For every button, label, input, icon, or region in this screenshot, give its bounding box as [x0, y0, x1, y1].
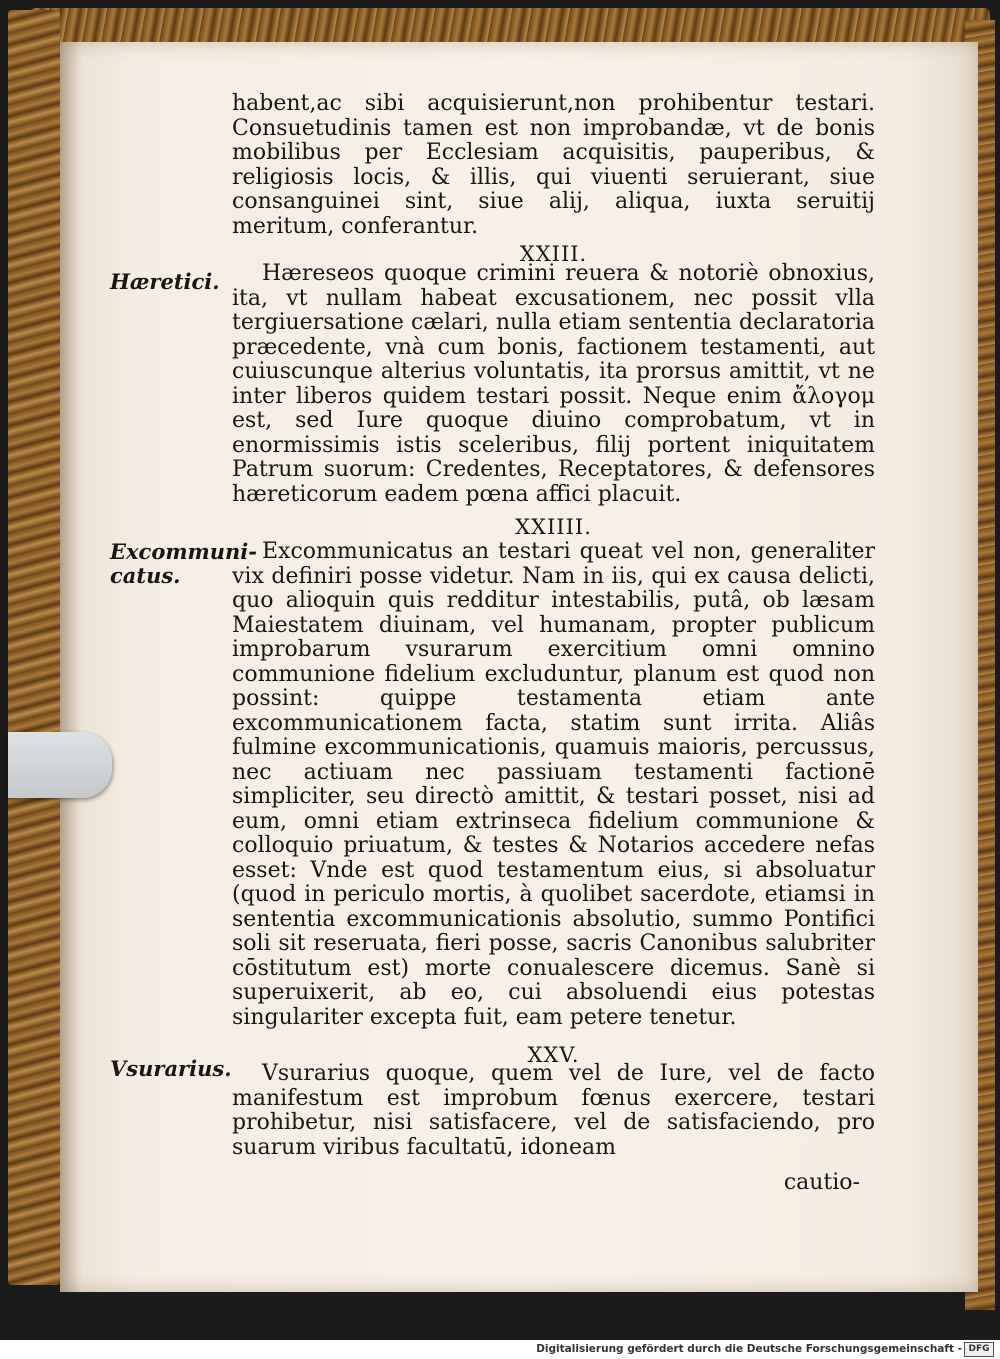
margin-note-vsurarius: Vsurarius.: [110, 1056, 232, 1081]
paragraph-vsurarius: Vsurarius quoque, quem vel de Iure, vel de facto manifestum est improbum fœnus exercere, testari prohibetur, nisi satisfacere, vel de satisfaciendo, pro suarum viribus facultatū, idoneam: [232, 1061, 875, 1160]
section-heading-xxv: XXV.: [527, 1043, 580, 1067]
margin-note-excommunicatus-line-2: catus.: [110, 563, 181, 588]
section-heading-xxiiii: XXIIII.: [515, 515, 592, 539]
paragraph-haeretici: Hæreseos quoque crimini reuera & notoriè obnoxius, ita, vt nullam habeat excusationem, nec possit vlla tergiuersatione cælari, nulla etiam sententia declaratoria præcedente, vnà cum bonis, factionem testamenti, aut cuiuscunque alterius voluntatis, ita prorsus amittit, vt ne inter liberos quidem testari possit. Neque enim ἄλογομ est, sed Iure quoque diuino comprobatum, vt in enormissimis istis sceleribus, filij portent iniquitatem Patrum suorum: Credentes, Receptatores, & defensores hæreticorum eadem pœna affici placuit.: [232, 261, 875, 507]
bookmark-paper-strip: [8, 732, 112, 798]
paragraph-excommunicatus: Excommunicatus an testari queat vel non, generaliter vix definiri posse videtur. Nam in iis, qui ex causa delicti, quo alioquin quis redditur intestabilis, putâ, ob læsam Maiestatem diuinam, vel humanam, propter publicum improbarum vsurarum exercitium omni omnino communione fidelium excluduntur, planum est quod non possint: quippe testamenta etiam ante excommunicationem facta, statim sunt irrita. Aliâs fulmine excommunicationis, quamuis maioris, percussus, nec actiuam nec passiuam testamenti factionē simpliciter, seu directò amittit, & testari posset, nisi ad eum, omni etiam extrinseca fidelium communione & colloquio priuatum, & testes & Notarios accedere nefas esset: Vnde est quod testamentum eius, si absoluatur (quod in periculo mortis, à quolibet sacerdote, etiamsi in sententia excommunicationis absolutio, summo Pontifici soli sit reseruata, fieri posse, sacris Canonibus salubriter cōstitutum est) morte conualescere dicemus. Sanè si superuixerit, ab eo, cui absoluendi eius potestas singulariter excepta fuit, eam petere tenetur.: [232, 539, 875, 1030]
catchword: cautio-: [783, 1170, 860, 1195]
paragraph-continuation: habent,ac sibi acquisierunt,non prohibentur testari. Consuetudinis tamen est non improbandæ, vt de bonis mobilibus per Ecclesiam acquisitis, pauperibus, & religiosis locis, & illis, qui viuenti seruierant, siue consanguinei sint, siue alij, aliqua, iuxta seruitij meritum, conferantur.: [232, 91, 875, 239]
page-gutter-shadow: [60, 42, 82, 1292]
book-cover-left-edge: [8, 10, 60, 1285]
funding-credit: Digitalisierung gefördert durch die Deutsche Forschungsgemeinschaft -: [536, 1343, 962, 1355]
section-heading-xxiii: XXIII.: [519, 242, 588, 266]
margin-note-excommunicatus-line-1: Excommuni-: [110, 539, 257, 564]
margin-note-haeretici: Hæretici.: [110, 269, 220, 294]
dfg-logo: DFG: [964, 1342, 994, 1357]
margin-note-excommunicatus: [110, 539, 257, 588]
